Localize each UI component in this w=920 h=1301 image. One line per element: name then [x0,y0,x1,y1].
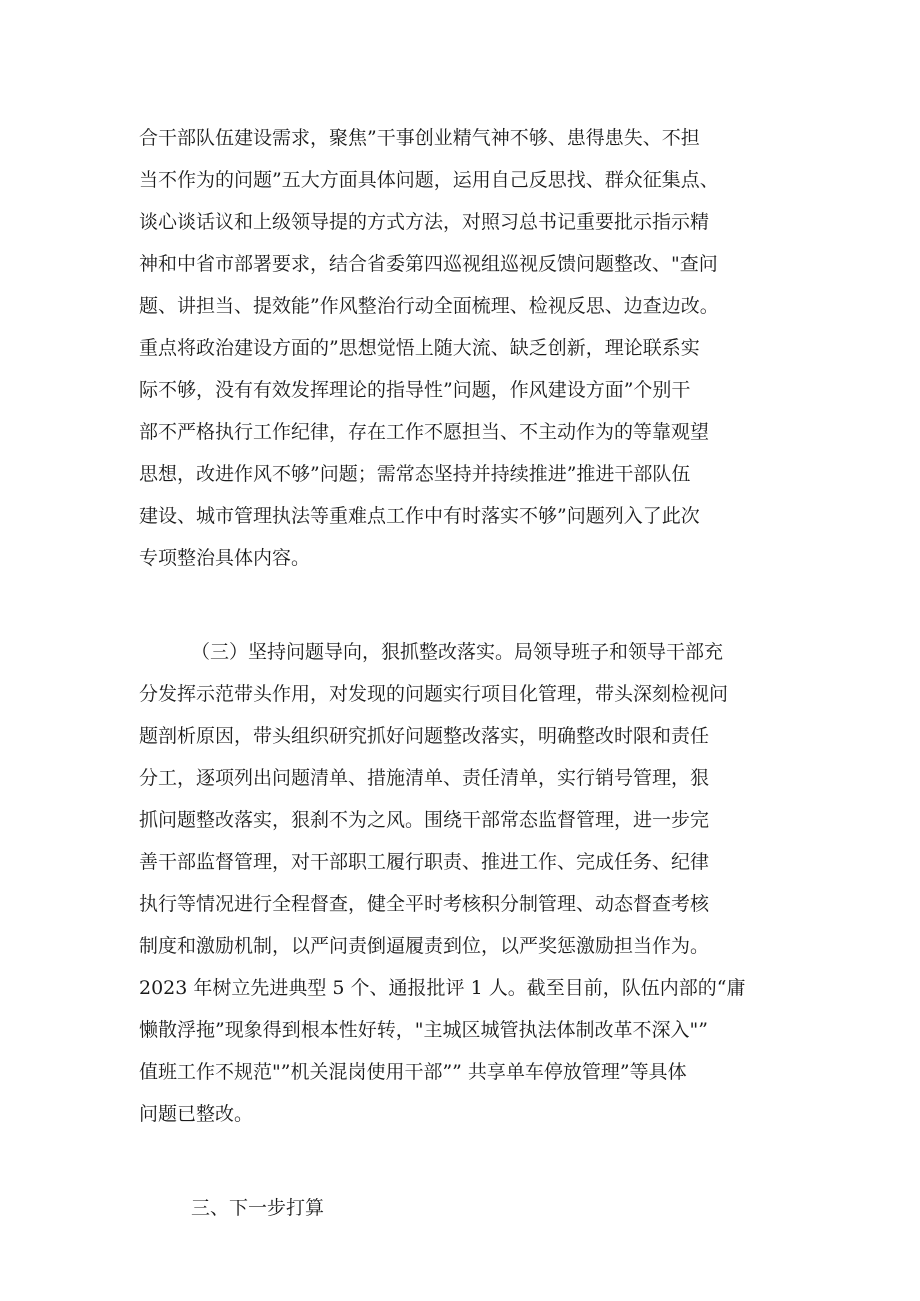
paragraph-line: 神和中省市部署要求，结合省委第四巡视组巡视反馈问题整改、"查问 [139,253,718,275]
paragraph-line: 制度和激励机制，以严问责倒逼履责到位，以严奖惩激励担当作为。 [139,935,710,957]
paragraph-line: 际不够，没有有效发挥理论的指导性”问题，作风建设方面”个别干 [139,379,691,401]
paragraph-line: 2023 年树立先进典型 5 个、通报批评 1 人。截至目前，队伍内部的“庸 [139,977,746,999]
paragraph-line: 分发挥示范带头作用，对发现的问题实行项目化管理，带头深刻检视问 [139,683,729,705]
paragraph-line: 执行等情况进行全程督查，健全平时考核积分制管理、动态督查考核 [139,893,710,915]
paragraph-line: 专项整治具体内容。 [139,547,311,569]
paragraph-line: 部不严格执行工作纪律，存在工作不愿担当、不主动作为的等靠观望 [139,421,710,443]
paragraph-line: 合干部队伍建设需求，聚焦”干事创业精气神不够、患得患失、不担 [139,127,700,149]
paragraph-line: 抓问题整改落实，狠刹不为之风。围绕干部常态监督管理，进一步完 [139,809,710,831]
paragraph-line: （三）坚持问题导向，狠抓整改落实。局领导班子和领导干部充 [191,641,724,663]
paragraph-line: 懒散浮拖”现象得到根本性好转，"主城区城管执法体制改革不深入"” [139,1019,708,1041]
paragraph-line: 问题已整改。 [139,1103,254,1125]
paragraph-line: 建设、城市管理执法等重难点工作中有时落实不够”问题列入了此次 [139,505,700,527]
paragraph-line: 当不作为的问题”五大方面具体问题，运用自己反思找、群众征集点、 [139,169,719,191]
paragraph-line: 题剖析原因，带头组织研究抓好问题整改落实，明确整改时限和责任 [139,725,710,747]
paragraph-line: 思想，改进作风不够”问题；需常态坚持并持续推进”推进干部队伍 [139,463,691,485]
paragraph-line: 分工，逐项列出问题清单、措施清单、责任清单，实行销号管理，狠 [139,767,710,789]
paragraph-line: 题、讲担当、提效能”作风整治行动全面梳理、检视反思、边查边改。 [139,295,719,317]
paragraph-line: 善干部监督管理，对干部职工履行职责、推进工作、完成任务、纪律 [139,851,710,873]
section-heading: 三、下一步打算 [191,1197,325,1219]
paragraph-line: 谈心谈话议和上级领导提的方式方法，对照习总书记重要批示指示精 [139,211,710,233]
paragraph-line: 值班工作不规范"”机关混岗使用干部”” 共享单车停放管理”等具体 [139,1061,687,1083]
paragraph-line: 重点将政治建设方面的”思想觉悟上随大流、缺乏创新，理论联系实 [139,337,700,359]
